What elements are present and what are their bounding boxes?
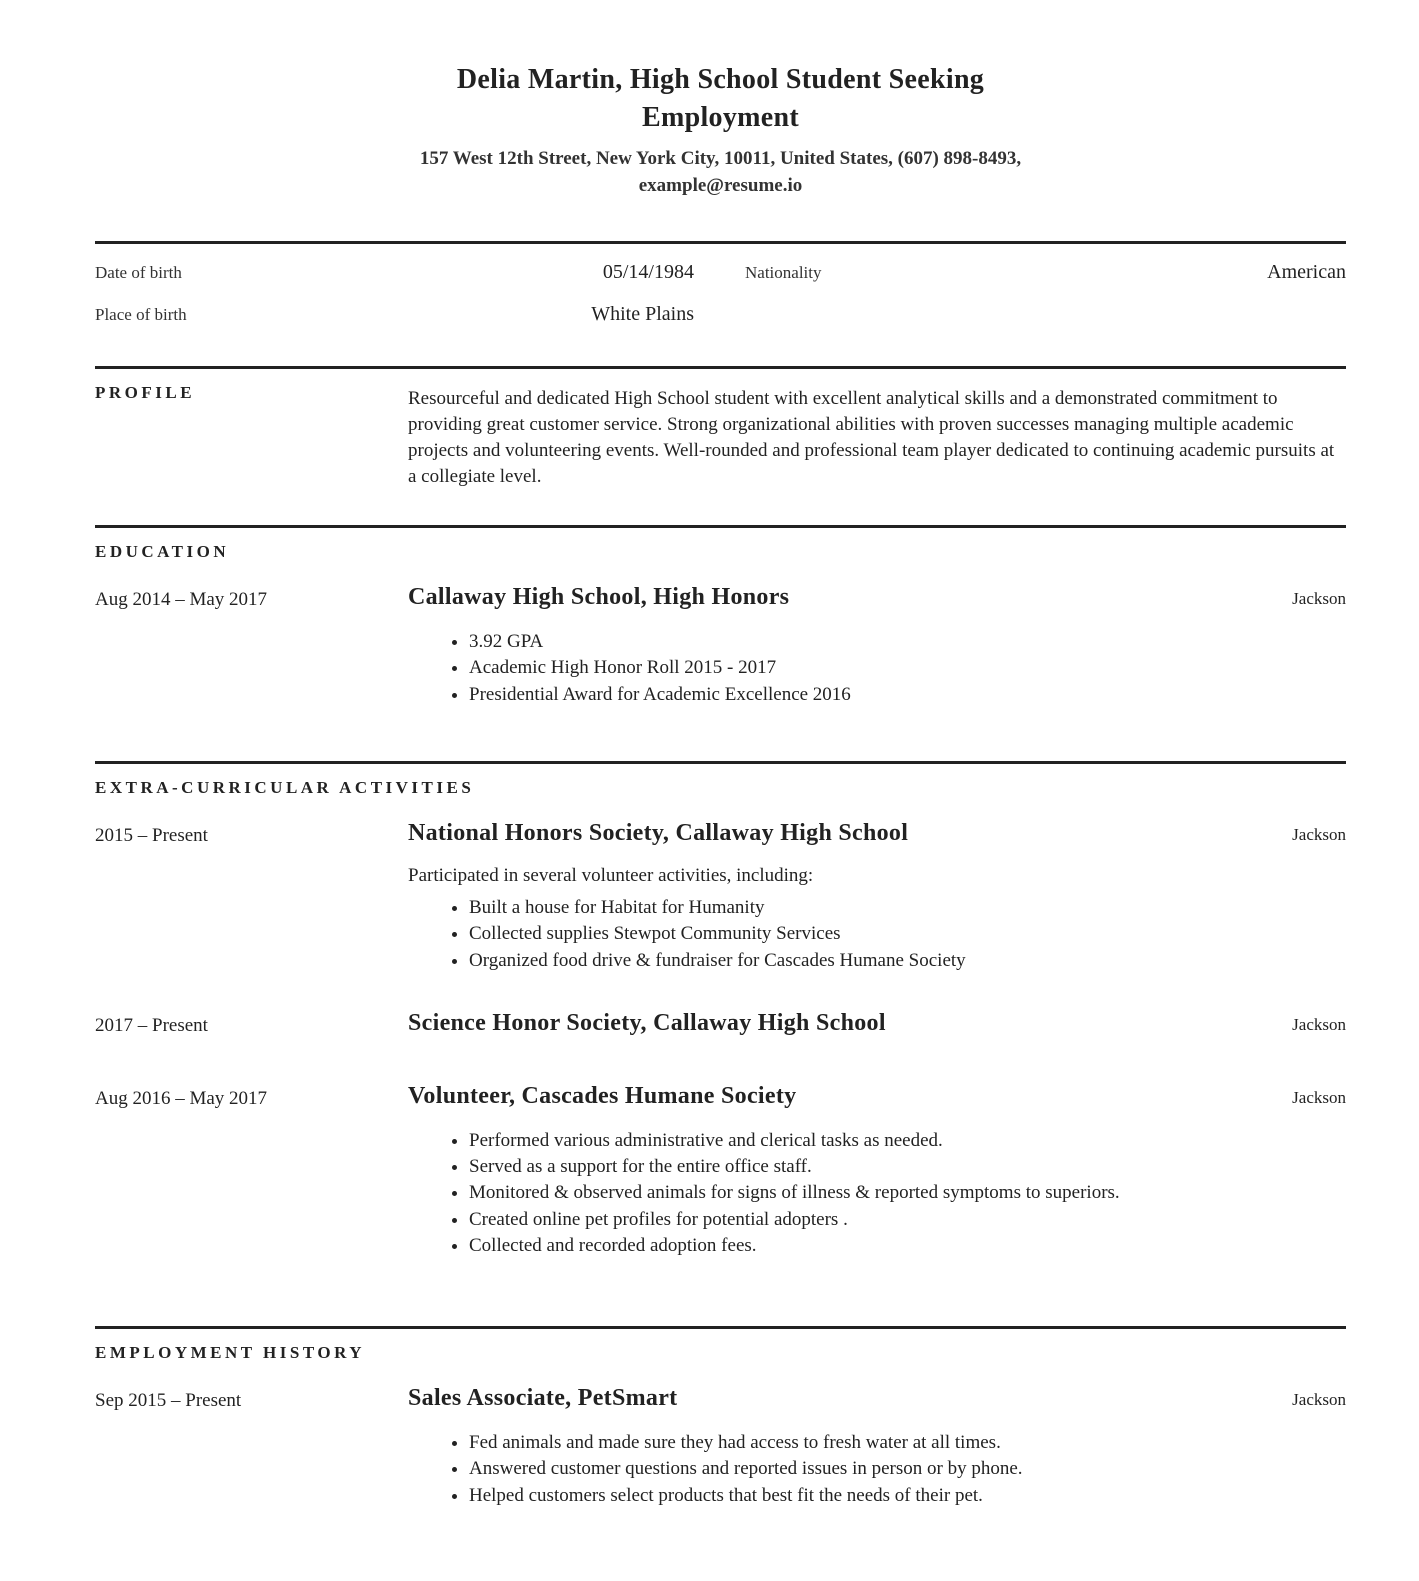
title-line: Delia Martin, High School Student Seeking	[456, 64, 985, 95]
pob-value: White Plains	[591, 303, 694, 325]
entry-date: 2015 – Present	[95, 825, 208, 846]
nationality-label: Nationality	[745, 263, 822, 282]
list-item: • Presidential Award for Academic Excellence 2016	[469, 682, 1346, 708]
activity-entry	[95, 1083, 1346, 1259]
email: example@resume.io	[638, 175, 803, 196]
list-item: • Monitored & observed animals for signs of illness & reported symptoms to superiors.	[469, 1180, 1346, 1206]
pob-label: Place of birth	[95, 305, 187, 324]
profile-section	[95, 369, 1346, 525]
section-heading: EMPLOYMENT HISTORY	[95, 1343, 366, 1362]
education-section	[95, 528, 1346, 761]
list-item: • Academic High Honor Roll 2015 - 2017	[469, 655, 1346, 681]
education-entry	[95, 584, 1346, 708]
entry-location: Jackson	[1292, 589, 1346, 608]
list-item: • 3.92 GPA	[469, 629, 1346, 655]
entry-location: Jackson	[1292, 1087, 1346, 1107]
entry-date: 2017 – Present	[95, 1014, 208, 1036]
list-item: • Helped customers select products that best fit the needs of their pet.	[469, 1483, 1346, 1509]
list-item: • Organized food drive & fundraiser for Cascades Humane Society	[469, 948, 1346, 974]
address-phone: 157 West 12th Street, New York City, 10011, United States, (607) 898-8493,	[419, 148, 1022, 169]
list-item: • Performed various administrative and clerical tasks as needed.	[469, 1128, 1346, 1154]
entry-date: Aug 2016 – May 2017	[95, 1087, 268, 1109]
section-heading: EXTRA-CURRICULAR ACTIVITIES	[95, 778, 475, 797]
list-item: • Served as a support for the entire office staff.	[469, 1154, 1346, 1180]
entry-title: Science Honor Society, Callaway High School	[408, 1009, 886, 1036]
resume-page	[95, 61, 1346, 1509]
section-heading: EDUCATION	[95, 542, 230, 561]
list-item: • Answered customer questions and reported issues in person or by phone.	[469, 1456, 1346, 1482]
list-item: • Built a house for Habitat for Humanity	[469, 895, 1346, 921]
resume-title	[95, 61, 1346, 137]
list-item: • Collected supplies Stewpot Community Services	[469, 921, 1346, 947]
employment-section	[95, 1329, 1346, 1509]
dob-label: Date of birth	[95, 263, 182, 282]
entry-location: Jackson	[1292, 825, 1346, 844]
entry-title: Callaway High School, High Honors	[408, 584, 790, 610]
entry-location: Jackson	[1292, 1014, 1346, 1034]
list-item: • Collected and recorded adoption fees.	[469, 1233, 1346, 1259]
entry-date: Aug 2014 – May 2017	[95, 589, 268, 610]
bullet-list	[408, 629, 1346, 708]
bullet-list	[408, 895, 1346, 974]
bullet-list	[408, 1128, 1346, 1259]
personal-details	[95, 244, 1346, 366]
bullet-list	[408, 1430, 1346, 1509]
dob-value: 05/14/1984	[602, 261, 694, 283]
contact-info	[95, 145, 1346, 199]
entry-title: National Honors Society, Callaway High School	[408, 820, 909, 846]
nationality-value: American	[1267, 261, 1346, 283]
list-item: • Created online pet profiles for potential adopters .	[469, 1207, 1346, 1233]
employment-entry	[95, 1385, 1346, 1509]
entry-intro: Participated in several volunteer activities, including:	[408, 865, 814, 886]
entry-title: Volunteer, Cascades Humane Society	[408, 1082, 797, 1109]
entry-location: Jackson	[1292, 1390, 1346, 1409]
profile-text: Resourceful and dedicated High School student with excellent analytical skills and a demonstrated commitment to providing great customer service. Strong organizational abilities with proven successes managing multiple academic projects and volunteering events. Well-rounded and professional team player dedicated to continuing academic pursuits at a collegiate level.	[408, 388, 1335, 487]
activities-section	[95, 764, 1346, 1326]
section-heading: PROFILE	[95, 383, 196, 402]
list-item: • Fed animals and made sure they had access to fresh water at all times.	[469, 1430, 1346, 1456]
title-line: Employment	[642, 102, 799, 133]
entry-date: Sep 2015 – Present	[95, 1390, 242, 1411]
activity-entry	[95, 820, 1346, 974]
entry-title: Sales Associate, PetSmart	[408, 1385, 678, 1411]
activity-entry	[95, 1010, 1346, 1037]
